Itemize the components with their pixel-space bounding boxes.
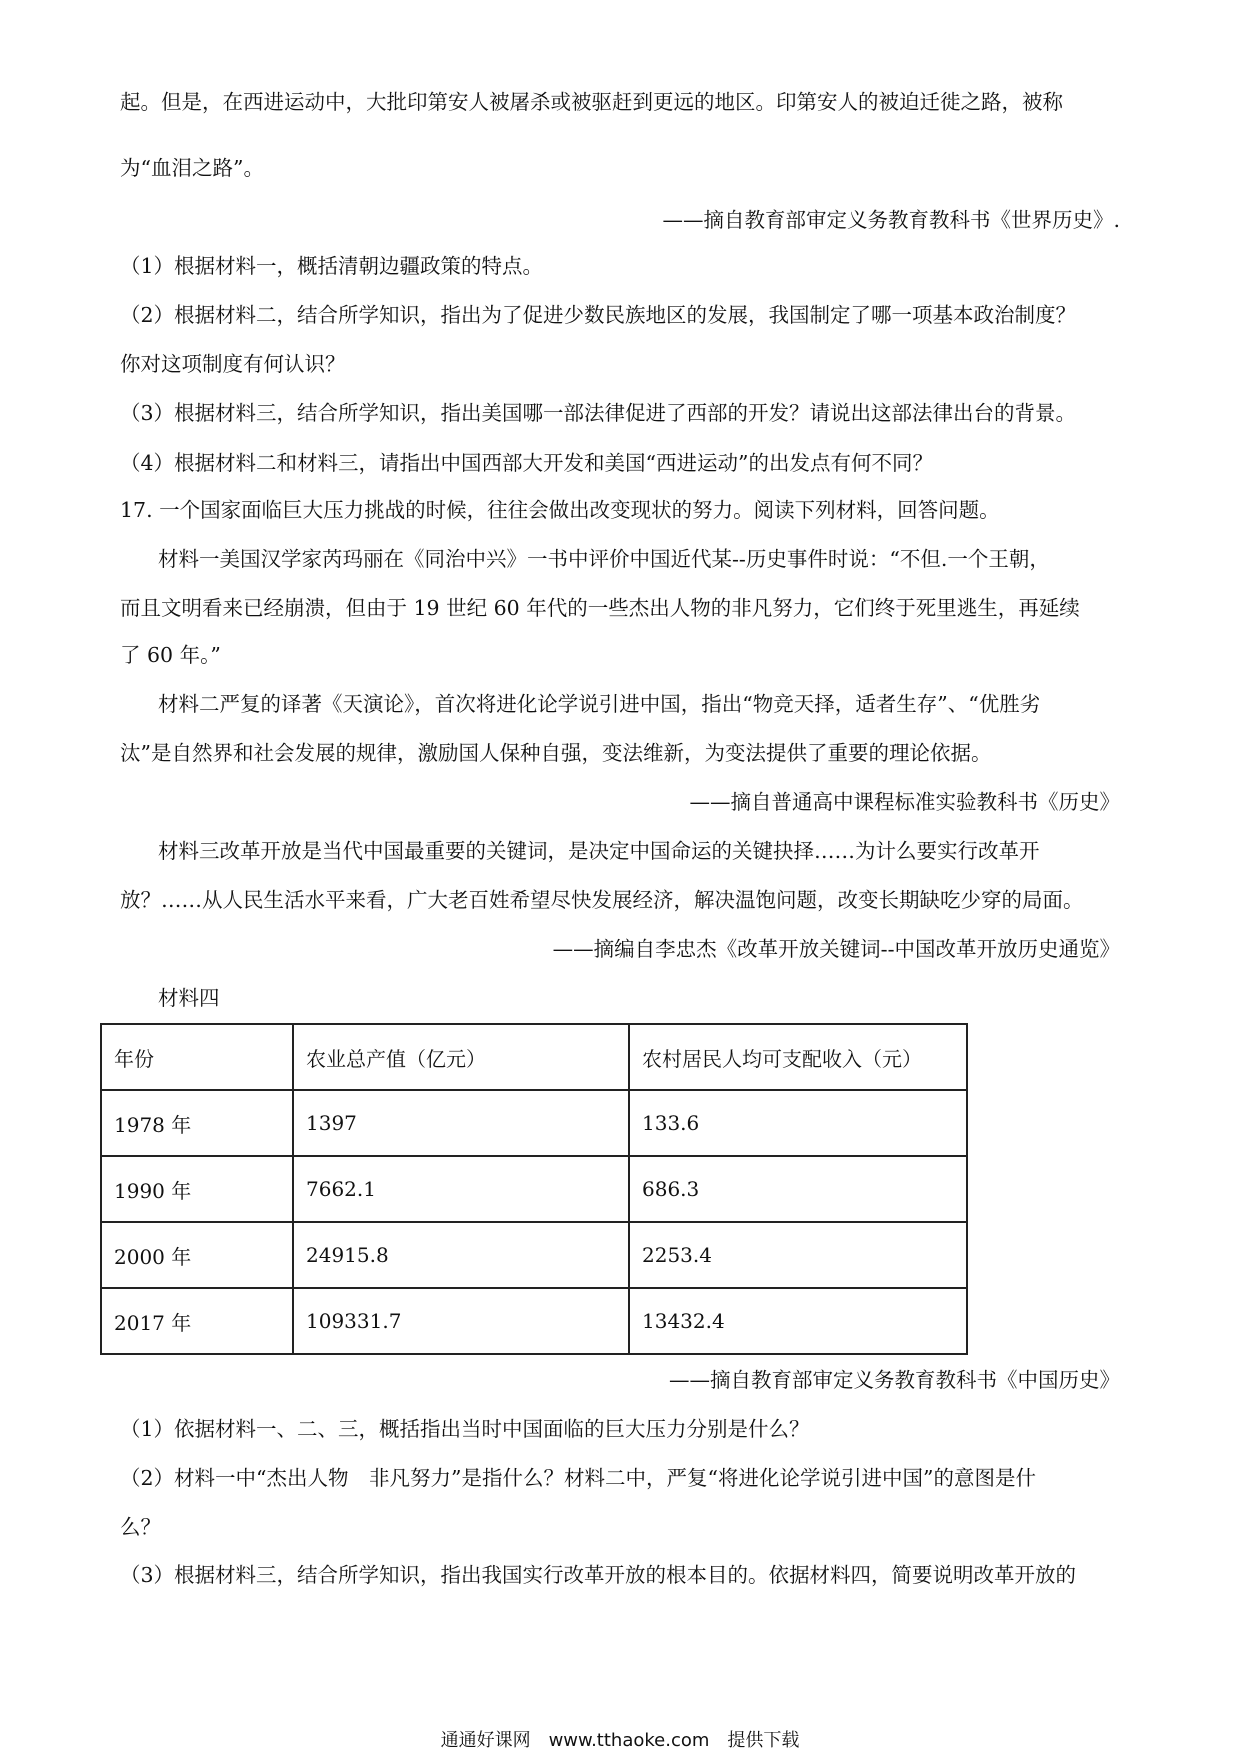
table-header-cell: 年份 [101,1024,293,1090]
q17-item-3: （3）根据材料三，结合所学知识，指出我国实行改革开放的根本目的。依据材料四，简要说明改革开放的 [120,1563,1077,1587]
table-row [101,1090,967,1156]
continuation-line-2: 为“血泪之路”。 [120,156,264,180]
continuation-line-1: 起。但是，在西进运动中，大批印第安人被屠杀或被驱赶到更远的地区。印第安人的被迫迁徙之路，被称 [120,90,1063,114]
table-row [101,1222,967,1288]
table-cell: 1990 年 [101,1156,293,1222]
q17-stem: 17. 一个国家面临巨大压力挑战的时候，往往会做出改变现状的努力。阅读下列材料，回答问题。 [120,498,1000,522]
table-row [101,1288,967,1354]
q17-item-2: （2）材料一中“杰出人物 非凡努力”是指什么？材料二中，严复“将进化论学说引进中国”的意图是什 [120,1466,1036,1490]
material-4-label: 材料四 [158,986,220,1010]
table-cell: 24915.8 [293,1222,629,1288]
material-2-line-2: 汰”是自然界和社会发展的规律，激励国人保种自强，变法维新，为变法提供了重要的理论依据。 [120,741,992,765]
q16-item-4: （4）根据材料二和材料三，请指出中国西部大开发和美国“西进运动”的出发点有何不同？ [120,451,934,475]
q17-item-1: （1）依据材料一、二、三，概括指出当时中国面临的巨大压力分别是什么？ [120,1417,810,1441]
table-cell: 109331.7 [293,1288,629,1354]
q16-item-1: （1）根据材料一，概括清朝边疆政策的特点。 [120,254,544,278]
continuation-source: ——摘自教育部审定义务教育教科书《世界历史》. [662,208,1120,232]
material-4-source: ——摘自教育部审定义务教育教科书《中国历史》 [669,1368,1120,1392]
q16-item-2-cont: 你对这项制度有何认识？ [120,352,346,376]
material-4-table [100,1023,968,1355]
table-cell: 2017 年 [101,1288,293,1354]
material-3-line-1: 材料三改革开放是当代中国最重要的关键词，是决定中国命运的关键抉择……为计么要实行改革开 [158,839,1040,863]
table-cell: 1397 [293,1090,629,1156]
table-cell: 1978 年 [101,1090,293,1156]
table-cell: 2253.4 [629,1222,967,1288]
table-cell: 13432.4 [629,1288,967,1354]
table-cell: 686.3 [629,1156,967,1222]
table-cell: 2000 年 [101,1222,293,1288]
table-header-cell: 农村居民人均可支配收入（元） [629,1024,967,1090]
table-cell: 7662.1 [293,1156,629,1222]
q16-item-3: （3）根据材料三，结合所学知识，指出美国哪一部法律促进了西部的开发？请说出这部法律出台的背景。 [120,401,1077,425]
material-2-line-1: 材料二严复的译著《天演论》，首次将进化论学说引进中国，指出“物竞天择，适者生存”、“优胜劣 [158,692,1041,716]
material-1-line-1: 材料一美国汉学家芮玛丽在《同治中兴》一书中评价中国近代某--历史事件时说：“不但.一个王朝， [158,547,1050,571]
material-1-line-2: 而且文明看来已经崩溃，但由于 19 世纪 60 年代的一些杰出人物的非凡努力，它们终于死里逃生，再延续 [120,596,1080,620]
material-3-source: ——摘编自李忠杰《改革开放关键词--中国改革开放历史通览》 [552,937,1120,961]
material-3-line-2: 放？……从人民生活水平来看，广大老百姓希望尽快发展经济，解决温饱问题，改变长期缺吃少穿的局面。 [120,888,1084,912]
material-1-line-3: 了 60 年。” [120,643,221,667]
table-header-row [101,1024,967,1090]
table-header-cell: 农业总产值（亿元） [293,1024,629,1090]
table-cell: 133.6 [629,1090,967,1156]
table-row [101,1156,967,1222]
q17-item-2-cont: 么？ [120,1515,161,1539]
material-2-source: ——摘自普通高中课程标准实验教科书《历史》 [689,790,1120,814]
q16-item-2: （2）根据材料二，结合所学知识，指出为了促进少数民族地区的发展，我国制定了哪一项基本政治制度？ [120,303,1077,327]
page-footer: 通通好课网 www.tthaoke.com 提供下载 [440,1730,800,1751]
